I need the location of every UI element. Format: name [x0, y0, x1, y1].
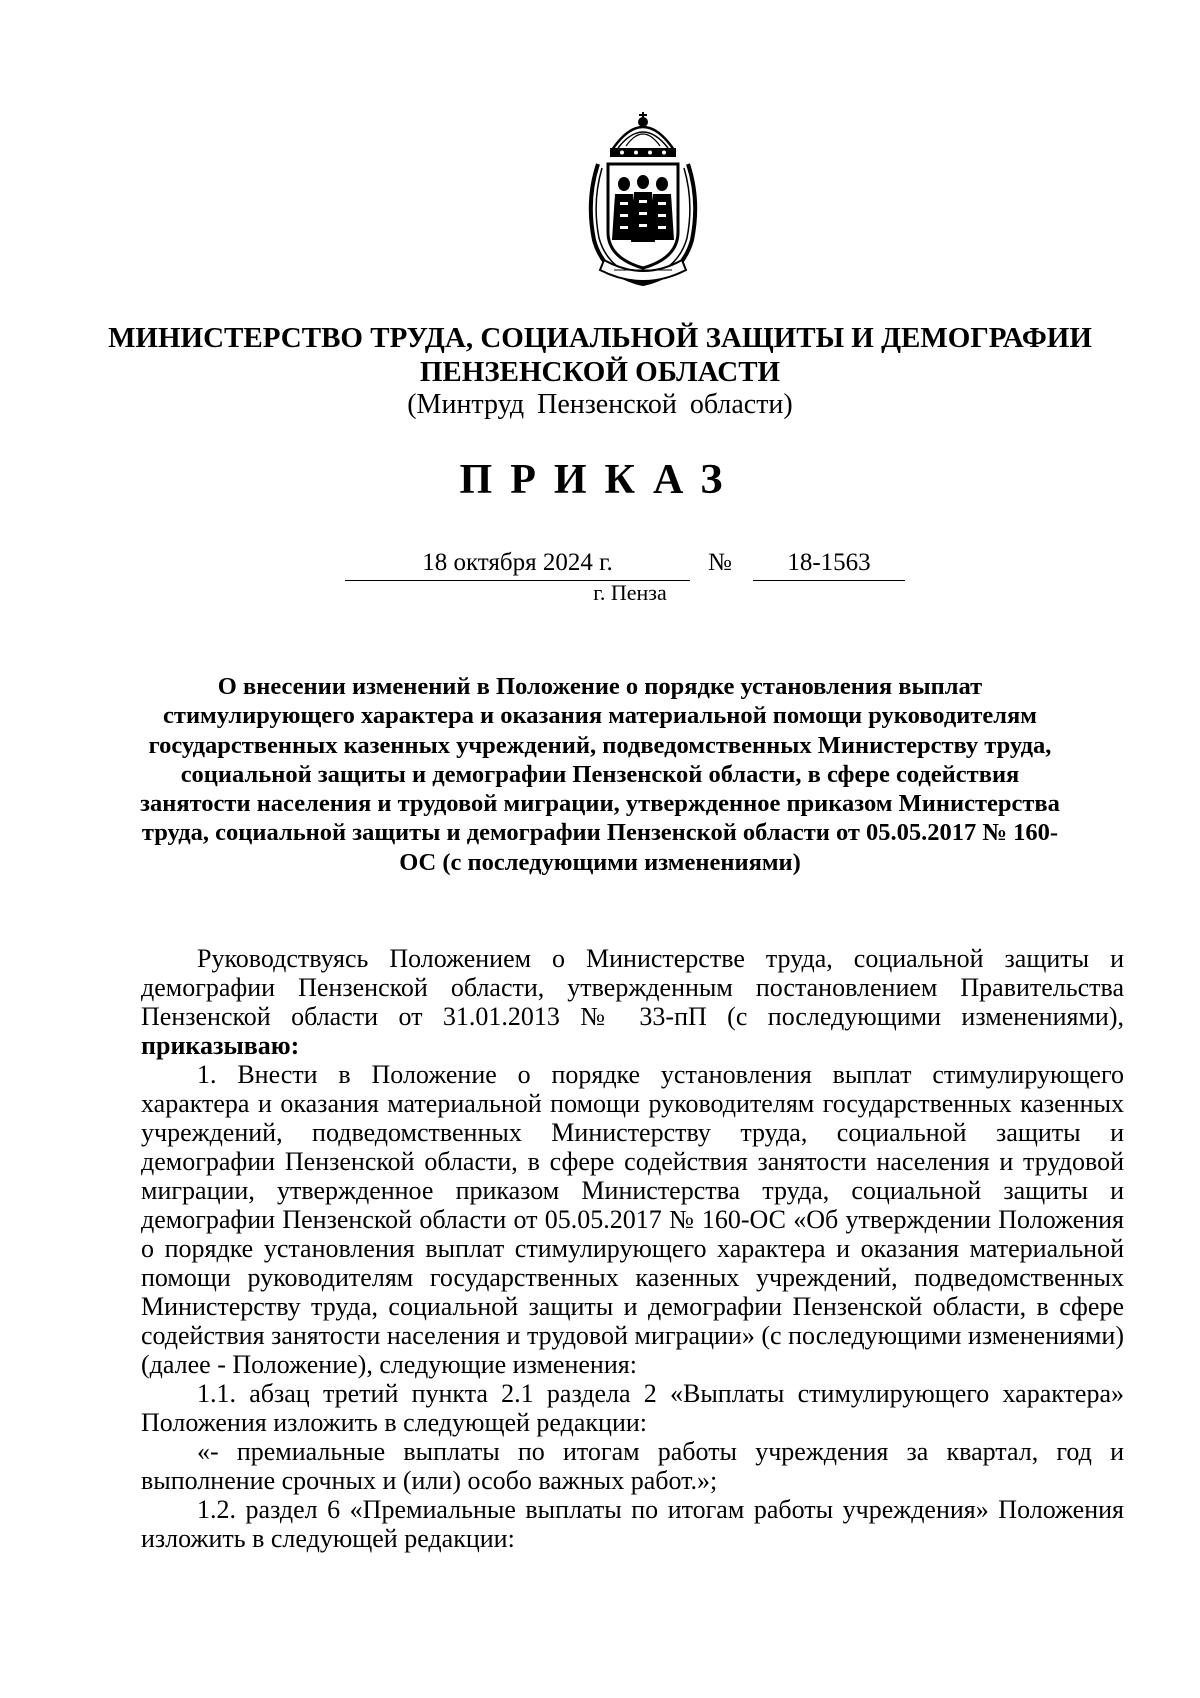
item-1-2-paragraph: 1.2. раздел 6 «Премиальные выплаты по итогам работы учреждения» Положения изложить в следующей редакции: [141, 1495, 1124, 1553]
ministry-name-line-2: ПЕНЗЕНСКОЙ ОБЛАСТИ [419, 356, 781, 388]
issue-city: г. Пенза [593, 580, 667, 605]
ministry-short-name: (Минтруд Пензенской области) [407, 389, 793, 420]
document-heading: О внесении изменений в Положение о порядке установления выплат стимулирующего характера и оказания материальной помощи руководителям государственных казенных учреждений, подведомственных Министерству труда, социальной защиты и демографии Пензенской области, в сфере содействия занятости населения и трудовой миграции, утвержденное приказом Министерства труда, социальной защиты и демографии Пензенской области от 05.05.2017 № 160-ОС (с последующими изменениями) [140, 673, 1060, 876]
ministry-name-line-1: МИНИСТЕРСТВО ТРУДА, СОЦИАЛЬНОЙ ЗАЩИТЫ И ДЕМОГРАФИИ [108, 322, 1092, 354]
penza-region-coat-of-arms-icon [584, 110, 702, 290]
document-type-title: ПРИКАЗ [459, 457, 741, 503]
item-1-paragraph: 1. Внести в Положение о порядке установления выплат стимулирующего характера и оказания материальной помощи руководителям государственных казенных учреждений, подведомственных Министерству труда, социальной защиты и демографии Пензенской области, в сфере содействия занятости населения и трудовой миграции, утвержденное приказом Министерства труда, социальной защиты и демографии Пензенской области от 05.05.2017 № 160-ОС «Об утверждении Положения о порядке установления выплат стимулирующего характера и оказания материальной помощи руководителям государственных казенных учреждений, подведомственных Министерству труда, социальной защиты и демографии Пензенской области, в сфере содействия занятости населения и трудовой миграции» (с последующими изменениями) (далее - Положение), следующие изменения: [141, 1060, 1124, 1379]
preamble-text: Руководствуясь Положением о Министерстве труда, социальной защиты и демографии Пензенской области, утвержденным постановлением Правительства Пензенской области от 31.01.2013 № 33-пП (с последующими изменениями), [141, 944, 1124, 1031]
item-1-1-paragraph: 1.1. абзац третий пункта 2.1 раздела 2 «Выплаты стимулирующего характера» Положения изложить в следующей редакции: [141, 1379, 1124, 1437]
preamble-paragraph [141, 944, 1124, 1060]
order-number-field: 18-1563 [753, 546, 905, 581]
order-word: приказываю: [141, 1031, 300, 1060]
number-sign: № [708, 549, 732, 576]
document-body [141, 944, 1124, 1553]
order-date-field: 18 октября 2024 г. [345, 546, 690, 581]
item-1-1-quote-paragraph: «- премиальные выплаты по итогам работы учреждения за квартал, год и выполнение срочных и (или) особо важных работ.»; [141, 1437, 1124, 1495]
